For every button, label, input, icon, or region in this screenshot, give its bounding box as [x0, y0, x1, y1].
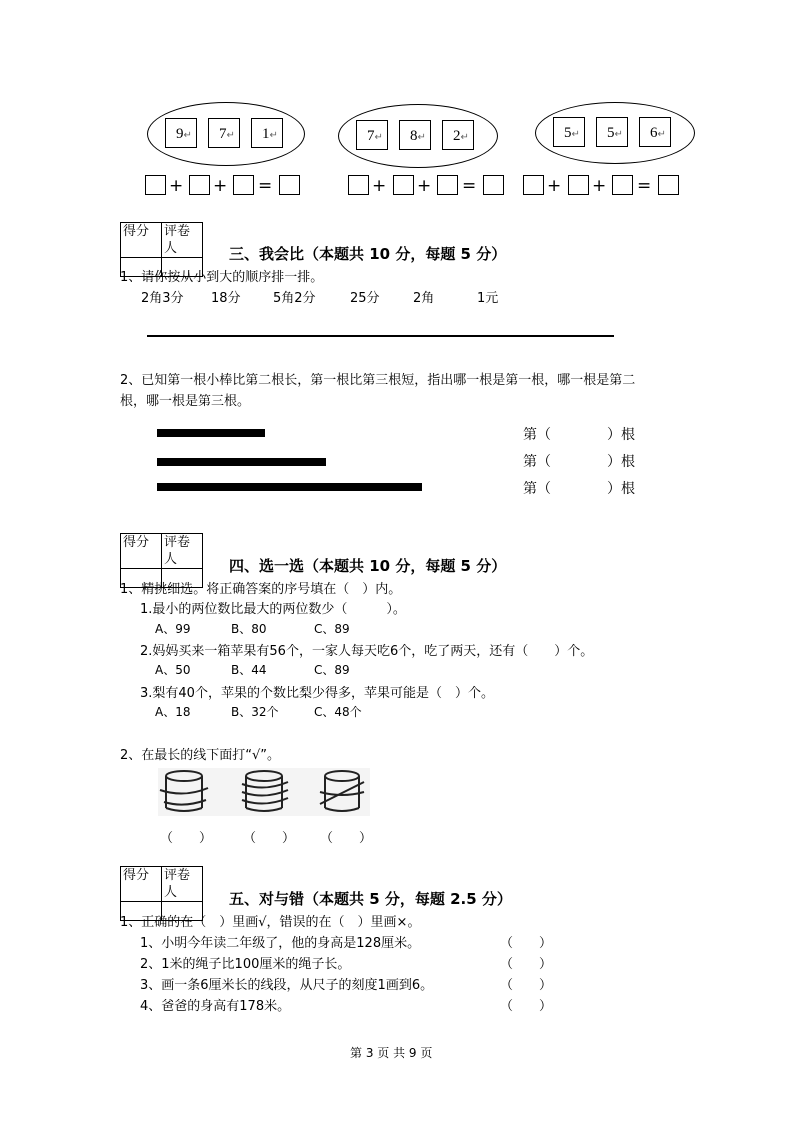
coiled-rope-image: [158, 768, 370, 816]
option: B、44: [231, 663, 267, 677]
money-item: 2角3分: [141, 291, 184, 306]
sub-question: 1.最小的两位数比最大的两位数少（ ）。: [140, 602, 406, 617]
statement: 3、画一条6厘米长的线段，从尺子的刻度1画到6。: [140, 978, 434, 993]
plus-sign: +: [417, 176, 432, 196]
answer-box[interactable]: [348, 175, 369, 195]
answer-box[interactable]: [658, 175, 679, 195]
option: A、99: [155, 622, 191, 636]
number-box: 7↵: [356, 120, 388, 150]
option: B、32个: [231, 705, 279, 719]
answer-box[interactable]: [612, 175, 633, 195]
plus-sign: +: [372, 176, 387, 196]
number-box: 5↵: [596, 117, 628, 147]
question-text: 根，哪一根是第三根。: [120, 394, 251, 409]
answer-box[interactable]: [483, 175, 504, 195]
answer-bracket[interactable]: （ ）: [500, 999, 553, 1014]
question-text: 1、正确的在（ ）里画√，错误的在（ ）里画×。: [120, 915, 421, 930]
score-label: 得分: [121, 867, 162, 902]
answer-box[interactable]: [393, 175, 414, 195]
number-box: 9↵: [165, 118, 197, 148]
option: C、48个: [314, 705, 362, 719]
sub-question: 3.梨有40个，苹果的个数比梨少得多，苹果可能是（ ）个。: [140, 686, 494, 701]
question-text: 2、已知第一根小棒比第二根长，第一根比第三根短，指出哪一根是第一根，哪一根是第二: [120, 373, 636, 388]
answer-bracket[interactable]: （ ）: [500, 936, 553, 951]
number-box: 6↵: [639, 117, 671, 147]
answer-box[interactable]: [233, 175, 254, 195]
answer-bracket[interactable]: （ ）: [160, 831, 213, 846]
stick-answer[interactable]: 第（ ）根: [523, 481, 635, 497]
option: A、18: [155, 705, 191, 719]
number-box: 1↵: [251, 118, 283, 148]
answer-box[interactable]: [568, 175, 589, 195]
money-item: 2角: [413, 291, 435, 306]
stick-long: [157, 483, 422, 491]
plus-sign: +: [547, 176, 562, 196]
sub-question: 2.妈妈买来一箱苹果有56个，一家人每天吃6个，吃了两天，还有（ ）个。: [140, 644, 594, 659]
answer-box[interactable]: [523, 175, 544, 195]
grader-label: 评卷人: [162, 534, 203, 569]
question-text: 1、请你按从小到大的顺序排一排。: [120, 270, 324, 285]
question-text: 2、在最长的线下面打“√”。: [120, 748, 281, 763]
answer-box[interactable]: [437, 175, 458, 195]
answer-box[interactable]: [189, 175, 210, 195]
plus-sign: +: [592, 176, 607, 196]
score-label: 得分: [121, 223, 162, 258]
number-box: 5↵: [553, 117, 585, 147]
stick-short: [157, 429, 265, 437]
option: C、89: [314, 663, 350, 677]
money-item: 25分: [350, 291, 380, 306]
statement: 2、1米的绳子比100厘米的绳子长。: [140, 957, 351, 972]
answer-box[interactable]: [279, 175, 300, 195]
page-footer: 第 3 页 共 9 页: [350, 1046, 433, 1060]
equals-sign: =: [258, 176, 273, 196]
answer-bracket[interactable]: （ ）: [500, 978, 553, 993]
answer-bracket[interactable]: （ ）: [500, 957, 553, 972]
number-box: 8↵: [399, 120, 431, 150]
score-label: 得分: [121, 534, 162, 569]
money-item: 1元: [477, 291, 499, 306]
question-text: 1、精挑细选。将正确答案的序号填在（ ）内。: [120, 582, 402, 597]
section-5-title: 五、对与错（本题共 5 分，每题 2.5 分）: [229, 890, 512, 908]
plus-sign: +: [213, 176, 228, 196]
stick-answer[interactable]: 第（ ）根: [523, 427, 635, 443]
section-4-title: 四、选一选（本题共 10 分，每题 5 分）: [229, 557, 507, 575]
option: A、50: [155, 663, 191, 677]
stick-medium: [157, 458, 326, 466]
grader-label: 评卷人: [162, 223, 203, 258]
equals-sign: =: [637, 176, 652, 196]
answer-box[interactable]: [145, 175, 166, 195]
answer-line[interactable]: [147, 335, 614, 337]
money-item: 18分: [211, 291, 241, 306]
statement: 4、爸爸的身高有178米。: [140, 999, 291, 1014]
number-box: 7↵: [208, 118, 240, 148]
statement: 1、小明今年读二年级了，他的身高是128厘米。: [140, 936, 421, 951]
plus-sign: +: [169, 176, 184, 196]
option: B、80: [231, 622, 267, 636]
number-box: 2↵: [442, 120, 474, 150]
grader-label: 评卷人: [162, 867, 203, 902]
answer-bracket[interactable]: （ ）: [320, 831, 373, 846]
stick-answer[interactable]: 第（ ）根: [523, 454, 635, 470]
answer-bracket[interactable]: （ ）: [243, 831, 296, 846]
option: C、89: [314, 622, 350, 636]
equals-sign: =: [462, 176, 477, 196]
section-3-title: 三、我会比（本题共 10 分，每题 5 分）: [229, 245, 507, 263]
money-item: 5角2分: [273, 291, 316, 306]
